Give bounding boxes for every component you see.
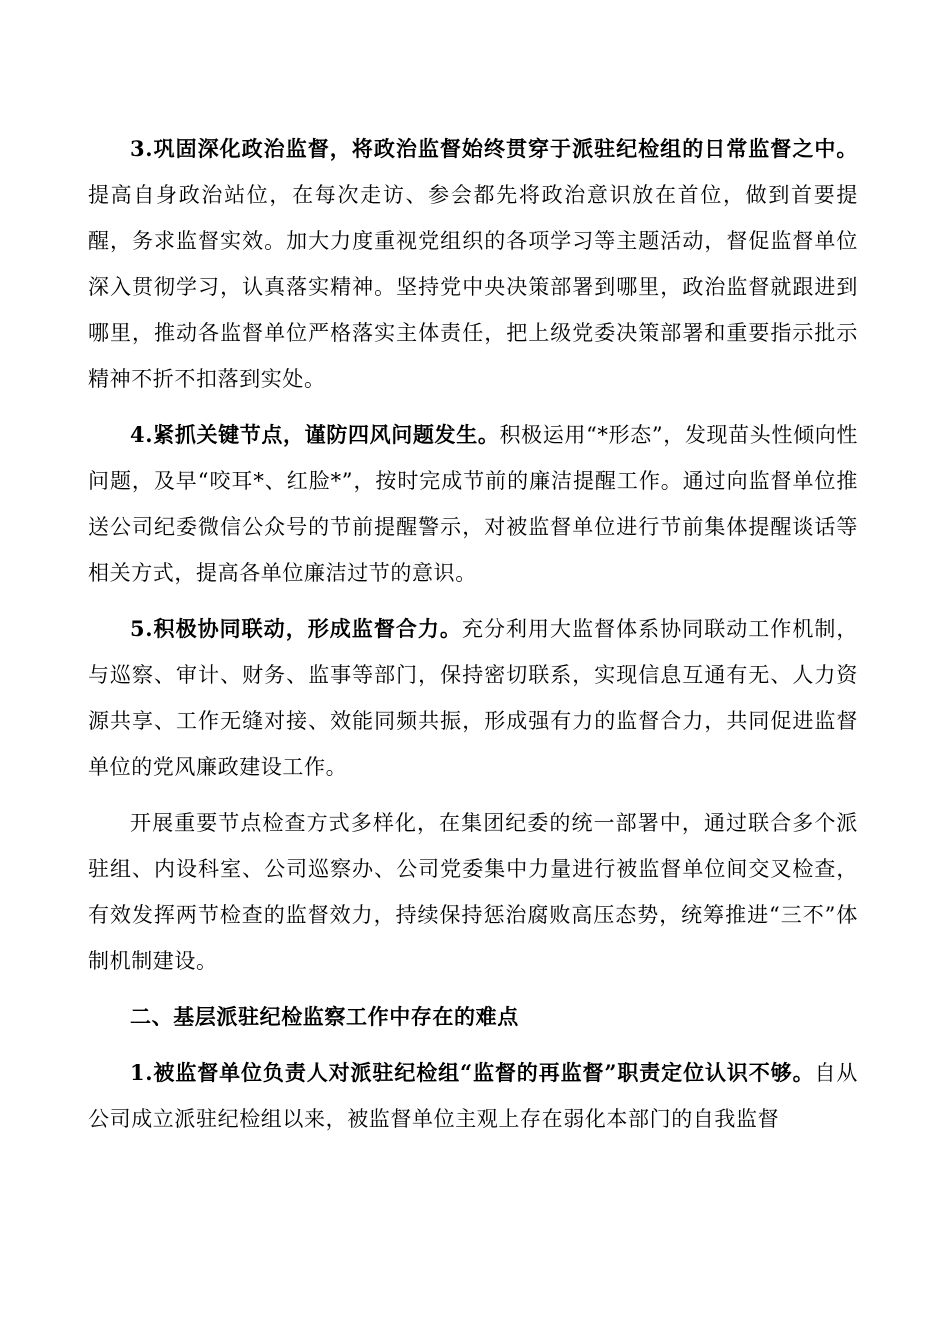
section-heading: 二、基层派驻纪检监察工作中存在的难点 — [130, 1004, 519, 1029]
document-page — [88, 126, 858, 1142]
paragraph-body: 积极运用“*形态”，发现苗头性倾向性问题，及早“咬耳*、红脸*”，按时完成节前的廉洁提醒工作。通过向监督单位推送公司纪委微信公众号的节前提醒警示，对被监督单位进行节前集体提醒谈话等相关方式，提高各单位廉洁过节的意识。 — [88, 423, 858, 585]
paragraph-coordination — [88, 606, 858, 790]
paragraph-body: 自从公司成立派驻纪检组以来，被监督单位主观上存在弱化本部门的自我监督 — [88, 1061, 858, 1131]
paragraph-key-nodes — [88, 412, 858, 596]
paragraph-body: 充分利用大监督体系协同联动工作机制，与巡察、审计、财务、监事等部门，保持密切联系，实现信息互通有无、人力资源共享、工作无缝对接、效能同频共振，形成强有力的监督合力，共同促进监督单位的党风廉政建设工作。 — [88, 617, 858, 779]
paragraph-lead: 5.积极协同联动，形成监督合力。 — [130, 616, 462, 641]
paragraph-lead: 1.被监督单位负责人对派驻纪检组“监督的再监督”职责定位认识不够。 — [130, 1060, 815, 1085]
paragraph-lead: 3.巩固深化政治监督，将政治监督始终贯穿于派驻纪检组的日常监督之中。 — [130, 136, 858, 161]
paragraph-lead: 4.紧抓关键节点，谨防四风问题发生。 — [130, 422, 500, 447]
paragraph-difficulty-1 — [88, 1050, 858, 1142]
paragraph-inspection — [88, 800, 858, 984]
paragraph-body: 提高自身政治站位，在每次走访、参会都先将政治意识放在首位，做到首要提醒，务求监督实效。加大力度重视党组织的各项学习等主题活动，督促监督单位深入贯彻学习，认真落实精神。坚持党中央决策部署到哪里，政治监督就跟进到哪里，推动各监督单位严格落实主体责任，把上级党委决策部署和重要指示批示精神不折不扣落到实处。 — [88, 183, 858, 391]
paragraph-body: 开展重要节点检查方式多样化，在集团纪委的统一部署中，通过联合多个派驻组、内设科室、公司巡察办、公司党委集中力量进行被监督单位间交叉检查，有效发挥两节检查的监督效力，持续保持惩治腐败高压态势，统筹推进“三不”体制机制建设。 — [88, 811, 858, 973]
paragraph-political-supervision — [88, 126, 858, 402]
